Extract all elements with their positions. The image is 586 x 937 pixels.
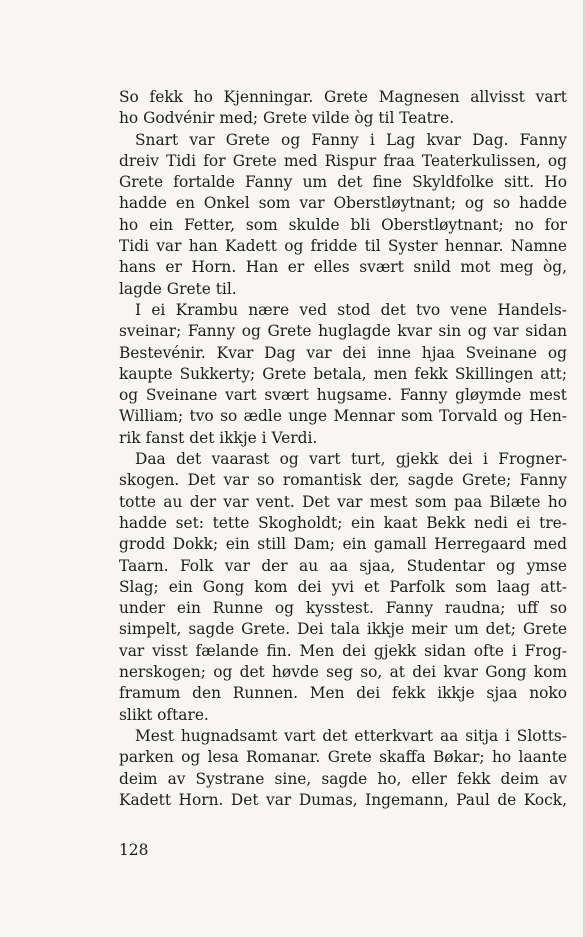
- text-line: framum den Runnen. Men dei fekk ikkje sjaa noko: [119, 684, 567, 703]
- text-line: lagde Grete til.: [119, 279, 237, 298]
- text-line: kaupte Sukkerty; Grete betala, men fekk Skillingen att;: [119, 364, 567, 383]
- paragraph-2: [119, 130, 567, 300]
- text-line: sveinar; Fanny og Grete huglagde kvar sin og var sidan: [119, 322, 567, 341]
- text-line: totte au der var vent. Det var mest som paa Bilæte ho: [119, 492, 567, 511]
- page-number: 128: [119, 841, 149, 859]
- text-line: rik fanst det ikkje i Verdi.: [119, 428, 318, 447]
- text-line: grodd Dokk; ein still Dam; ein gamall Herregaard med: [119, 535, 567, 554]
- text-line: I ei Krambu nære ved stod det tvo vene Handels-: [135, 300, 567, 319]
- text-line: Kadett Horn. Det var Dumas, Ingemann, Paul de Kock,: [119, 790, 567, 809]
- paragraph-1: [119, 87, 567, 130]
- text-line: Slag; ein Gong kom dei yvi et Parfolk som laag att-: [119, 577, 567, 596]
- text-line: Taarn. Folk var der au aa sjaa, Studentar og ymse: [119, 556, 567, 575]
- text-line: Tidi var han Kadett og fridde til Syster hennar. Namne: [119, 237, 567, 256]
- text-line: var visst fælande fin. Men dei gjekk sidan ofte i Frog-: [119, 641, 567, 660]
- text-line: og Sveinane vart svært hugsame. Fanny gløymde mest: [119, 386, 567, 405]
- text-line: deim av Systrane sine, sagde ho, eller fekk deim av: [119, 769, 567, 788]
- paragraph-5: [119, 726, 567, 811]
- text-line: under ein Runne og kysstest. Fanny raudna; uff so: [119, 599, 567, 618]
- text-line: dreiv Tidi for Grete med Rispur fraa Teaterkulissen, og: [119, 151, 567, 170]
- text-line: ho Godvénir med; Grete vilde òg til Teatre.: [119, 109, 455, 128]
- paragraph-3: [119, 300, 567, 449]
- text-line: nerskogen; og det høvde seg so, at dei kvar Gong kom: [119, 663, 567, 682]
- text-line: Grete fortalde Fanny um det fine Skyldfolke sitt. Ho: [119, 173, 567, 192]
- text-line: ho ein Fetter, som skulde bli Oberstløytnant; no for: [119, 215, 567, 234]
- text-line: simpelt, sagde Grete. Dei tala ikkje meir um det; Grete: [119, 620, 567, 639]
- paragraph-4: [119, 449, 567, 726]
- book-page-text: [119, 87, 567, 811]
- text-line: hans er Horn. Han er elles svært snild mot meg òg,: [119, 258, 567, 277]
- text-line: skogen. Det var so romantisk der, sagde Grete; Fanny: [119, 471, 567, 490]
- text-line: Mest hugnadsamt vart det etterkvart aa sitja i Slotts-: [135, 726, 567, 745]
- text-line: hadde en Onkel som var Oberstløytnant; og so hadde: [119, 194, 567, 213]
- text-line: Snart var Grete og Fanny i Lag kvar Dag. Fanny: [135, 130, 567, 149]
- text-line: Bestevénir. Kvar Dag var dei inne hjaa Sveinane og: [119, 343, 567, 362]
- text-line: So fekk ho Kjenningar. Grete Magnesen allvisst vart: [119, 88, 567, 106]
- text-line: slikt oftare.: [119, 705, 209, 724]
- text-line: parken og lesa Romanar. Grete skaffa Bøkar; ho laante: [119, 748, 567, 767]
- text-line: Daa det vaarast og vart turt, gjekk dei i Frogner-: [135, 450, 567, 469]
- text-line: William; tvo so ædle unge Mennar som Torvald og Hen-: [119, 407, 567, 426]
- text-line: hadde set: tette Skogholdt; ein kaat Bekk nedi ei tre-: [119, 513, 567, 532]
